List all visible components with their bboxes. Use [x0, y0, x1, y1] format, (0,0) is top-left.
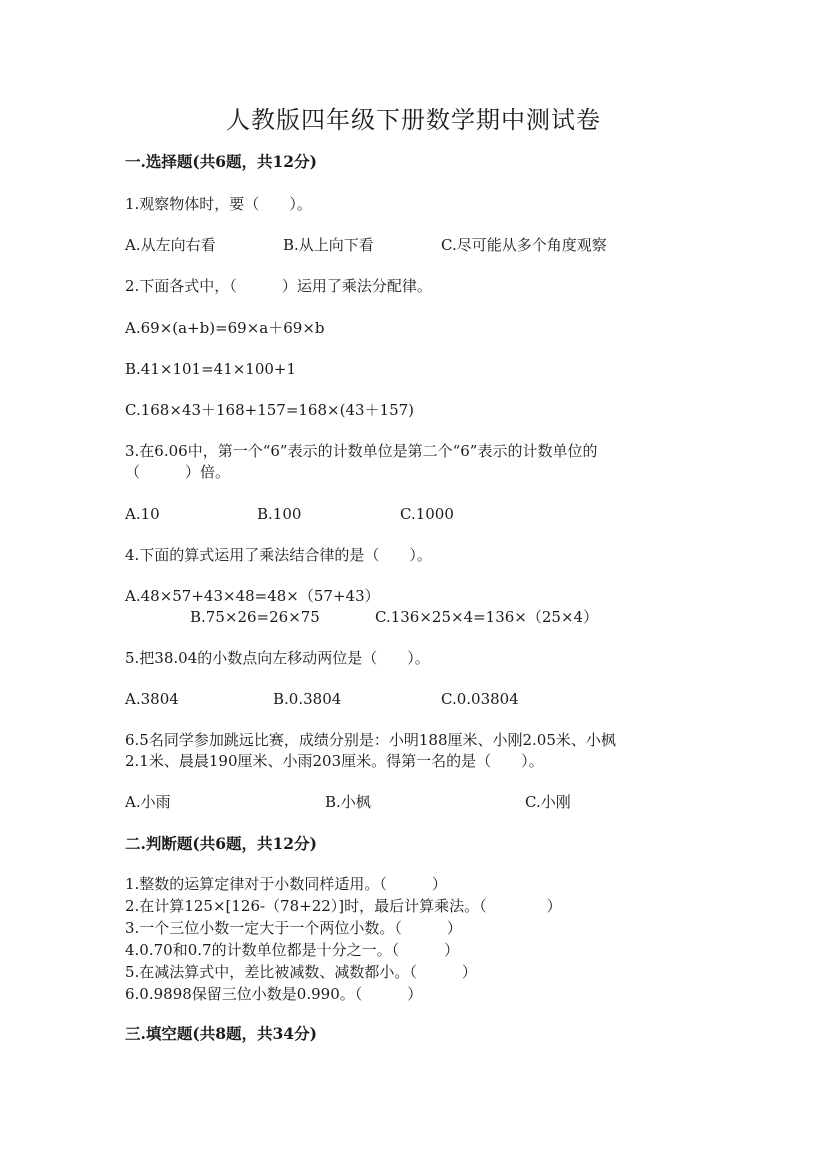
question-6-option-c: C.小刚: [525, 793, 571, 811]
page-title: 人教版四年级下册数学期中测试卷: [226, 106, 601, 134]
section-heading-judge: 二.判断题(共6题，共12分): [125, 834, 317, 853]
question-6-stem-line2: 2.1米、晨晨190厘米、小雨203厘米。得第一名的是（ ）。: [125, 752, 544, 770]
question-2-option-c: C.168×43＋168+157=168×(43＋157): [125, 401, 415, 419]
question-4-stem: 4.下面的算式运用了乘法结合律的是（ ）。: [125, 546, 432, 564]
question-2-stem: 2.下面各式中，（ ）运用了乘法分配律。: [125, 277, 432, 295]
question-4-option-a: A.48×57+43×48=48×（57+43）: [125, 587, 380, 605]
question-3-option-b: B.100: [257, 505, 302, 523]
question-4-option-b: B.75×26=26×75: [190, 608, 320, 626]
judge-item-4: 4.0.70和0.7的计数单位都是十分之一。（ ）: [125, 941, 460, 959]
question-3-option-a: A.10: [125, 505, 160, 523]
question-5-stem: 5.把38.04的小数点向左移动两位是（ ）。: [125, 649, 430, 667]
judge-item-6: 6.0.9898保留三位小数是0.990。（ ）: [125, 985, 423, 1003]
question-1-option-c: C.尽可能从多个角度观察: [441, 236, 607, 254]
question-5-option-c: C.0.03804: [441, 690, 519, 708]
judge-item-1: 1.整数的运算定律对于小数同样适用。（ ）: [125, 875, 447, 893]
judge-item-2: 2.在计算125×[126-（78+22）]时，最后计算乘法。（ ）: [125, 897, 562, 915]
question-5-option-a: A.3804: [125, 690, 179, 708]
question-6-stem-line1: 6.5名同学参加跳远比赛，成绩分别是：小明188厘米、小刚2.05米、小枫: [125, 731, 616, 749]
question-2-option-a: A.69×(a+b)=69×a＋69×b: [125, 319, 325, 337]
section-heading-fill: 三.填空题(共8题，共34分): [125, 1024, 317, 1043]
question-6-option-a: A.小雨: [125, 793, 171, 811]
question-6-option-b: B.小枫: [325, 793, 371, 811]
question-2-option-b: B.41×101=41×100+1: [125, 360, 297, 378]
question-5-option-b: B.0.3804: [273, 690, 342, 708]
question-1-option-b: B.从上向下看: [283, 236, 374, 254]
judge-item-5: 5.在减法算式中，差比被减数、减数都小。（ ）: [125, 963, 477, 981]
judge-item-3: 3.一个三位小数一定大于一个两位小数。（ ）: [125, 919, 462, 937]
question-3-stem-line1: 3.在6.06中，第一个“6”表示的计数单位是第二个“6”表示的计数单位的: [125, 442, 598, 460]
question-4-option-c: C.136×25×4=136×（25×4）: [375, 608, 599, 626]
section-heading-choice: 一.选择题(共6题，共12分): [125, 152, 317, 171]
question-1-option-a: A.从左向右看: [125, 236, 216, 254]
question-3-option-c: C.1000: [400, 505, 454, 523]
question-3-stem-line2: （ ）倍。: [125, 463, 231, 481]
question-1-stem: 1.观察物体时，要（ ）。: [125, 195, 312, 213]
